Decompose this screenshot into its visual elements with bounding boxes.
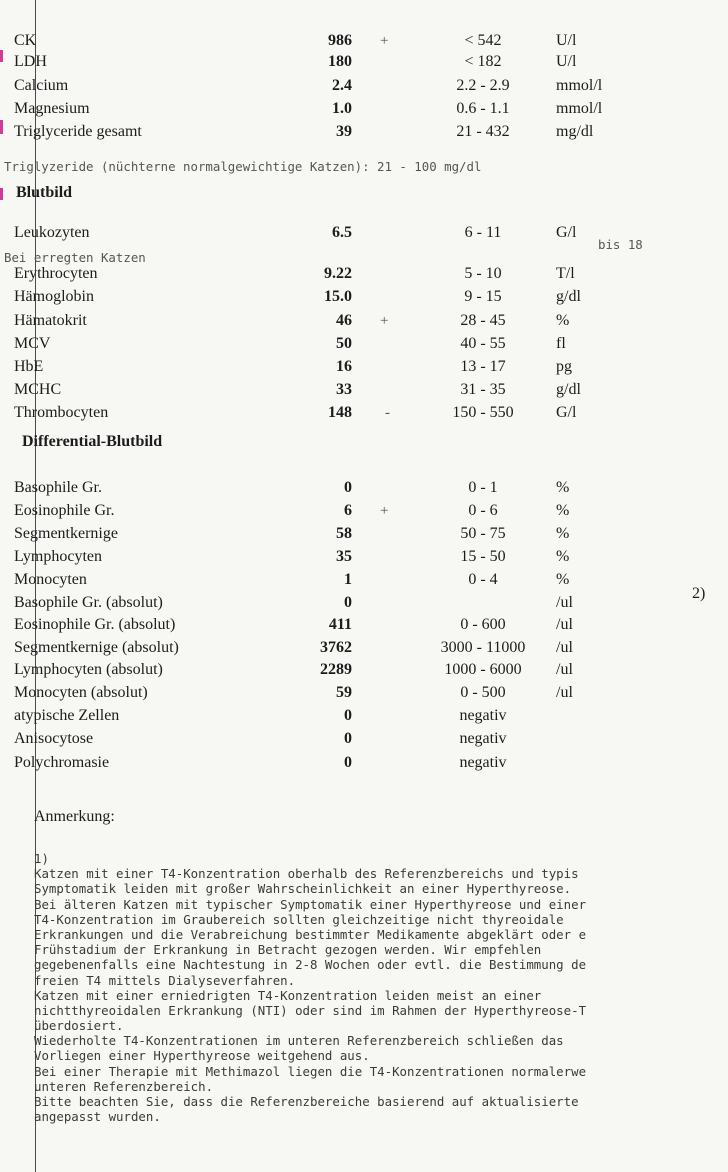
blutbild-row-label: HbE bbox=[14, 358, 44, 375]
chem-row-value: 2.4 bbox=[332, 77, 352, 94]
diff-row-value: 0 bbox=[344, 479, 352, 496]
diff-row-unit: /ul bbox=[556, 616, 573, 633]
blutbild-row-value: 46 bbox=[336, 312, 352, 329]
diff-row-unit: % bbox=[556, 525, 570, 542]
chem-row-reference: < 542 bbox=[464, 32, 502, 49]
diff-row-unit: % bbox=[556, 502, 570, 519]
diff-row-flag: + bbox=[380, 503, 389, 519]
blutbild-row-value: 6.5 bbox=[332, 224, 352, 241]
diff-row-value: 0 bbox=[344, 707, 352, 724]
anmerkung-line: Bei einer Therapie mit Methimazol liegen die T4-Konzentrationen normalerwe bbox=[34, 1063, 587, 1079]
chem-row-unit: mmol/l bbox=[556, 77, 603, 94]
chem-row-unit: U/l bbox=[556, 53, 577, 70]
anmerkung-line: 1) bbox=[34, 851, 49, 866]
diff-row-label: Basophile Gr. (absolut) bbox=[14, 594, 163, 611]
anmerkung-line: angepasst wurden. bbox=[34, 1109, 161, 1125]
anmerkung-line: gegebenenfalls eine Nachtestung in 2-8 Wochen oder evtl. die Bestimmung de bbox=[34, 957, 587, 973]
edge-mark bbox=[0, 50, 3, 62]
edge-mark bbox=[0, 120, 3, 134]
blutbild-row-reference: 6 - 11 bbox=[464, 224, 502, 241]
diff-row-reference: 0 - 6 bbox=[468, 502, 498, 519]
chem-row-reference: 0.6 - 1.1 bbox=[456, 100, 510, 117]
anmerkung-line: Bitte beachten Sie, dass die Referenzbereiche basierend auf aktualisierte bbox=[34, 1094, 579, 1109]
diff-row-label: Polychromasie bbox=[14, 754, 110, 771]
anmerkung-line: freien T4 mittels Dialyseverfahren. bbox=[34, 972, 296, 988]
anmerkung-line: Erkrankungen und die Verabreichung bestimmter Medikamente abgeklärt oder e bbox=[34, 926, 587, 942]
triglyceride-note: Triglyzeride (nüchterne normalgewichtige Katzen): 21 - 100 mg/dl bbox=[4, 159, 482, 174]
diff-row-label: Lymphocyten (absolut) bbox=[14, 661, 163, 678]
blutbild-row-value: 148 bbox=[328, 404, 352, 421]
blutbild-row-unit: fl bbox=[556, 335, 566, 352]
chem-row-unit: mg/dl bbox=[556, 123, 594, 140]
anmerkung-line: unteren Referenzbereich. bbox=[34, 1078, 214, 1094]
diff-row-reference: negativ bbox=[459, 707, 507, 724]
diff-row-unit: /ul bbox=[556, 639, 573, 656]
blutbild-row-reference: 40 - 55 bbox=[460, 335, 506, 352]
chem-row-label: Triglyceride gesamt bbox=[14, 123, 142, 140]
blutbild-row-label: Leukozyten bbox=[14, 224, 90, 241]
blutbild-row-label: Thrombocyten bbox=[14, 404, 109, 421]
chem-row-label: CK bbox=[14, 32, 37, 49]
diff-row-label: Anisocytose bbox=[14, 730, 94, 747]
diff-row-reference: 3000 - 11000 bbox=[440, 639, 526, 656]
anmerkung-line: Wiederholte T4-Konzentrationen im unteren Referenzbereich schließen das bbox=[34, 1033, 564, 1049]
leukozyten-note-left: Bei erregten Katzen bbox=[4, 250, 146, 265]
anmerkung-line: Katzen mit einer T4-Konzentration oberhalb des Referenzbereichs und typis bbox=[34, 866, 579, 882]
diff-row-value: 58 bbox=[336, 525, 352, 542]
diff-row-reference: 50 - 75 bbox=[460, 525, 506, 542]
diff-row-value: 59 bbox=[336, 684, 352, 701]
diff-row-reference: negativ bbox=[459, 730, 507, 747]
chem-row-label: LDH bbox=[14, 53, 47, 70]
anmerkung-line: Vorliegen einer Hyperthyreose weitgehend aus. bbox=[34, 1048, 370, 1064]
diff-row-label: Eosinophile Gr. bbox=[14, 502, 115, 519]
diff-row-unit: /ul bbox=[556, 684, 573, 701]
chem-row-unit: U/l bbox=[556, 32, 577, 49]
blutbild-heading: Blutbild bbox=[16, 184, 73, 201]
diff-row-reference: negativ bbox=[459, 754, 507, 771]
diff-row-label: Monocyten bbox=[14, 571, 87, 588]
chem-row-value: 986 bbox=[328, 32, 352, 49]
chem-row-flag: + bbox=[380, 33, 389, 49]
blutbild-row-value: 33 bbox=[336, 381, 352, 398]
chem-row-unit: mmol/l bbox=[556, 100, 603, 117]
chem-row-label: Calcium bbox=[14, 77, 69, 94]
diff-row-value: 3762 bbox=[320, 639, 352, 656]
blutbild-row-unit: g/dl bbox=[556, 288, 581, 305]
chem-row-value: 180 bbox=[328, 53, 352, 70]
diff-row-reference: 0 - 1 bbox=[468, 479, 498, 496]
chem-row-reference: 2.2 - 2.9 bbox=[456, 77, 510, 94]
chem-row-value: 1.0 bbox=[332, 100, 352, 117]
diff-row-label: Eosinophile Gr. (absolut) bbox=[14, 616, 176, 633]
differential-heading: Differential-Blutbild bbox=[22, 433, 163, 450]
blutbild-row-unit: G/l bbox=[556, 404, 577, 421]
diff-row-value: 6 bbox=[344, 502, 352, 519]
diff-row-reference: 0 - 600 bbox=[460, 616, 506, 633]
edge-mark bbox=[0, 188, 3, 200]
diff-row-value: 0 bbox=[344, 594, 352, 611]
blutbild-row-reference: 13 - 17 bbox=[460, 358, 506, 375]
diff-row-label: Basophile Gr. bbox=[14, 479, 102, 496]
blutbild-row-unit: T/l bbox=[556, 265, 575, 282]
anmerkung-line: überdosiert. bbox=[34, 1018, 124, 1034]
blutbild-row-unit: g/dl bbox=[556, 381, 581, 398]
blutbild-row-flag: - bbox=[385, 405, 390, 421]
chem-row-value: 39 bbox=[336, 123, 352, 140]
diff-row-unit: /ul bbox=[556, 594, 573, 611]
diff-row-reference: 1000 - 6000 bbox=[444, 661, 522, 678]
chem-row-reference: < 182 bbox=[464, 53, 502, 70]
anmerkung-line: Symptomatik leiden mit großer Wahrscheinlichkeit an einer Hyperthyreose. bbox=[34, 881, 572, 897]
anmerkung-text bbox=[34, 851, 586, 1124]
blutbild-row-reference: 9 - 15 bbox=[464, 288, 502, 305]
diff-row-label: atypische Zellen bbox=[14, 707, 120, 724]
diff-row-value: 35 bbox=[336, 548, 352, 565]
chem-row-label: Magnesium bbox=[14, 100, 90, 117]
diff-row-value: 411 bbox=[328, 616, 352, 633]
footnote-marker: 2) bbox=[692, 585, 706, 602]
diff-row-value: 0 bbox=[344, 730, 352, 747]
anmerkung-line: Frühstadium der Erkrankung in Betracht gezogen werden. Wir empfehlen bbox=[34, 942, 542, 958]
anmerkung-line: T4-Konzentration im Graubereich sollten gleichzeitige nicht thyreoidale bbox=[34, 911, 564, 927]
blutbild-row-label: Hämoglobin bbox=[14, 288, 94, 305]
anmerkung-line: Bei älteren Katzen mit typischer Symptomatik einer Hyperthyreose und einer bbox=[34, 896, 587, 912]
blutbild-row-label: Erythrocyten bbox=[14, 265, 98, 282]
diff-row-label: Segmentkernige (absolut) bbox=[14, 639, 179, 656]
anmerkung-line: Katzen mit einer erniedrigten T4-Konzentration leiden meist an einer bbox=[34, 987, 542, 1003]
anmerkung-line: nichtthyreoidalen Erkrankung (NTI) oder sind im Rahmen der Hyperthyreose-T bbox=[34, 1002, 587, 1018]
diff-row-value: 0 bbox=[344, 754, 352, 771]
blutbild-row-reference: 5 - 10 bbox=[464, 265, 502, 282]
diff-row-unit: % bbox=[556, 548, 570, 565]
blutbild-row-reference: 28 - 45 bbox=[460, 312, 506, 329]
blutbild-row-unit: % bbox=[556, 312, 570, 329]
chem-row-reference: 21 - 432 bbox=[456, 123, 510, 140]
diff-row-label: Lymphocyten bbox=[14, 548, 102, 565]
blutbild-row-value: 15.0 bbox=[324, 288, 352, 305]
diff-row-reference: 0 - 500 bbox=[460, 684, 506, 701]
diff-row-value: 2289 bbox=[320, 661, 352, 678]
diff-row-label: Segmentkernige bbox=[14, 525, 118, 542]
diff-row-reference: 15 - 50 bbox=[460, 548, 506, 565]
blutbild-row-label: Hämatokrit bbox=[14, 312, 87, 329]
blutbild-row-flag: + bbox=[380, 313, 389, 329]
diff-row-unit: % bbox=[556, 479, 570, 496]
blutbild-row-reference: 31 - 35 bbox=[460, 381, 506, 398]
blutbild-row-unit: G/l bbox=[556, 224, 577, 241]
anmerkung-label: Anmerkung: bbox=[34, 808, 115, 825]
diff-row-unit: /ul bbox=[556, 661, 573, 678]
blutbild-row-label: MCHC bbox=[14, 381, 62, 398]
diff-row-reference: 0 - 4 bbox=[468, 571, 498, 588]
diff-row-unit: % bbox=[556, 571, 570, 588]
blutbild-row-label: MCV bbox=[14, 335, 51, 352]
blutbild-row-value: 50 bbox=[336, 335, 352, 352]
diff-row-value: 1 bbox=[344, 571, 352, 588]
diff-row-label: Monocyten (absolut) bbox=[14, 684, 148, 701]
blutbild-row-value: 9.22 bbox=[324, 265, 352, 282]
leukozyten-note-right: bis 18 bbox=[598, 237, 643, 252]
blutbild-row-reference: 150 - 550 bbox=[452, 404, 514, 421]
blutbild-row-value: 16 bbox=[336, 358, 352, 375]
blutbild-row-unit: pg bbox=[556, 358, 572, 375]
